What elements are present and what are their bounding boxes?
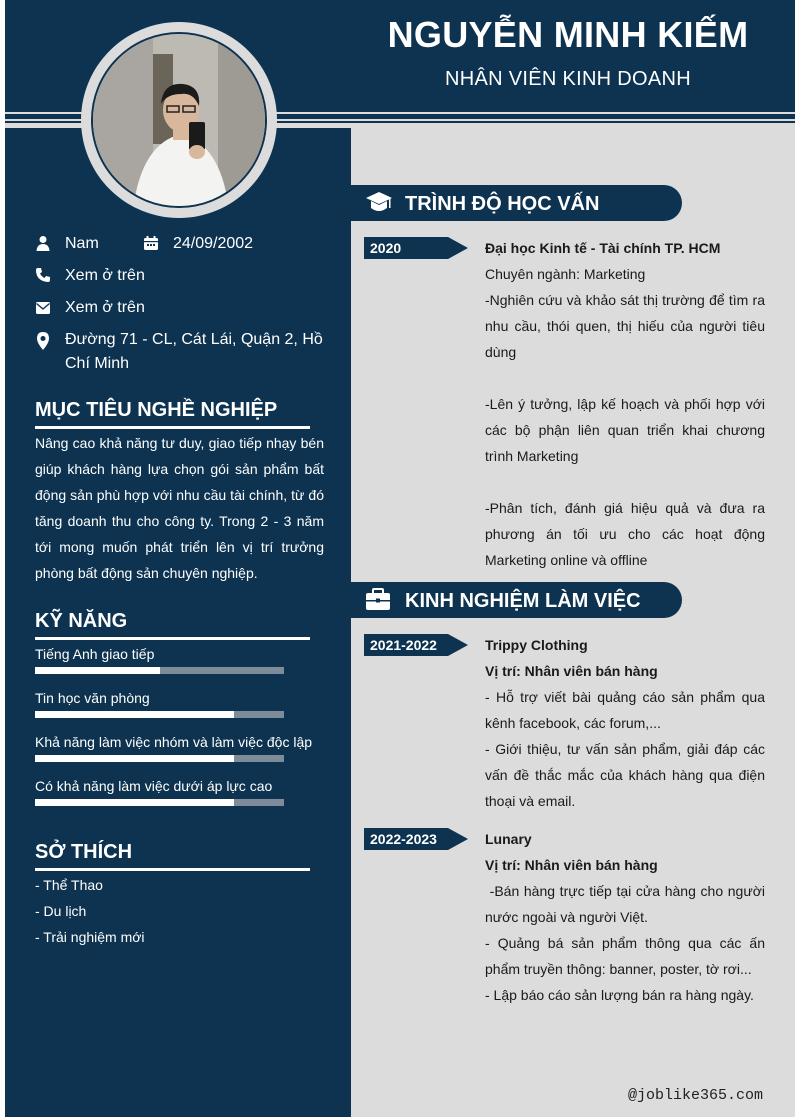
experience-years: 2021-2022 (370, 637, 437, 653)
education-year: 2020 (370, 240, 402, 256)
graduation-cap-icon (365, 191, 393, 215)
education-entry (485, 235, 765, 573)
location-icon (35, 332, 51, 350)
education-section-bar (351, 185, 682, 221)
school-name: Đại học Kinh tế - Tài chính TP. HCM (485, 240, 721, 256)
skills-divider (35, 637, 310, 640)
skill-label: Khả năng làm việc nhóm và làm việc độc lập (35, 734, 313, 750)
phone-icon (35, 267, 51, 283)
education-heading: TRÌNH ĐỘ HỌC VẤN (405, 193, 600, 215)
skill-bar-fill (35, 711, 234, 718)
calendar-icon (143, 235, 159, 251)
hobby-item: - Du lịch (35, 903, 87, 919)
education-line: -Phân tích, đánh giá hiệu quả và đưa ra phương án tối ưu cho các hoạt động Marketing online và offline (485, 500, 765, 568)
experience-entry (485, 632, 765, 814)
avatar (91, 32, 267, 208)
skill-label: Tiếng Anh giao tiếp (35, 646, 155, 662)
hobby-item: - Thể Thao (35, 877, 103, 893)
objective-text: Nâng cao khả năng tư duy, giao tiếp nhạy bén giúp khách hàng lựa chọn gói sản phẩm bất động sản phù hợp với nhu cầu tài chính, từ đó tăng doanh thu cho công ty. Trong 2 - 3 năm tới mong muốn phát triển lên vị trí trưởng phòng bất động sản chuyên nghiệp. (35, 435, 324, 581)
hobbies-heading: SỞ THÍCH (35, 841, 133, 863)
resume-page (5, 0, 795, 1117)
briefcase-icon (365, 588, 391, 612)
user-icon (35, 235, 51, 251)
experience-heading: KINH NGHIỆM LÀM VIỆC (405, 590, 641, 612)
position: Vị trí: Nhân viên bán hàng (485, 663, 658, 679)
experience-line: -Bán hàng trực tiếp tại cửa hàng cho người nước ngoài và người Việt. (485, 883, 769, 925)
position: Vị trí: Nhân viên bán hàng (485, 857, 658, 873)
skills-heading: KỸ NĂNG (35, 610, 128, 632)
skill-bar (35, 755, 284, 762)
candidate-name: NGUYỄN MINH KIẾM (387, 14, 749, 55)
experience-line: - Hỗ trợ viết bài quảng cáo sản phẩm qua kênh facebook, các forum,... (485, 689, 765, 731)
skill-bar-fill (35, 755, 234, 762)
phone-value: Xem ở trên (65, 267, 145, 284)
address-value: Đường 71 - CL, Cát Lái, Quận 2, Hồ Chí Minh (65, 331, 323, 372)
skill-bar (35, 711, 284, 718)
email-value: Xem ở trên (65, 299, 145, 316)
experience-years: 2022-2023 (370, 831, 437, 847)
education-line: -Lên ý tưởng, lập kế hoạch và phối hợp với các bộ phận liên quan triển khai chương trình Marketing (485, 396, 765, 464)
experience-line: - Quảng bá sản phẩm thông qua các ấn phẩm truyền thông: banner, poster, tờ rơi... (485, 935, 765, 977)
experience-line: - Lập báo cáo sản lượng bán ra hàng ngày. (485, 987, 754, 1003)
birthdate-value: 24/09/2002 (173, 235, 254, 252)
education-line: -Nghiên cứu và khảo sát thị trường để tìm ra nhu cầu, thói quen, thị hiếu của người tiêu dùng (485, 292, 765, 360)
gender-value: Nam (65, 235, 99, 252)
skill-label: Tin học văn phòng (35, 690, 150, 706)
skill-bar (35, 667, 284, 674)
email-icon (35, 300, 51, 316)
company-name: Lunary (485, 831, 532, 847)
watermark: @joblike365.com (627, 1087, 763, 1104)
hobby-item: - Trải nghiệm mới (35, 929, 145, 945)
objective-divider (35, 426, 310, 429)
company-name: Trippy Clothing (485, 637, 588, 653)
experience-entry (485, 826, 769, 1008)
skill-bar (35, 799, 284, 806)
skill-label: Có khả năng làm việc dưới áp lực cao (35, 778, 273, 794)
experience-line: - Giới thiệu, tư vấn sản phẩm, giải đáp các vấn đề thắc mắc của khách hàng qua điện thoại và email. (485, 741, 765, 809)
objective-heading: MỤC TIÊU NGHỀ NGHIỆP (35, 399, 278, 421)
job-title: NHÂN VIÊN KINH DOANH (444, 68, 692, 90)
major: Chuyên ngành: Marketing (485, 266, 646, 282)
hobbies-divider (35, 868, 310, 871)
skill-bar-fill (35, 667, 160, 674)
skill-bar-fill (35, 799, 234, 806)
experience-section-bar (351, 582, 682, 618)
